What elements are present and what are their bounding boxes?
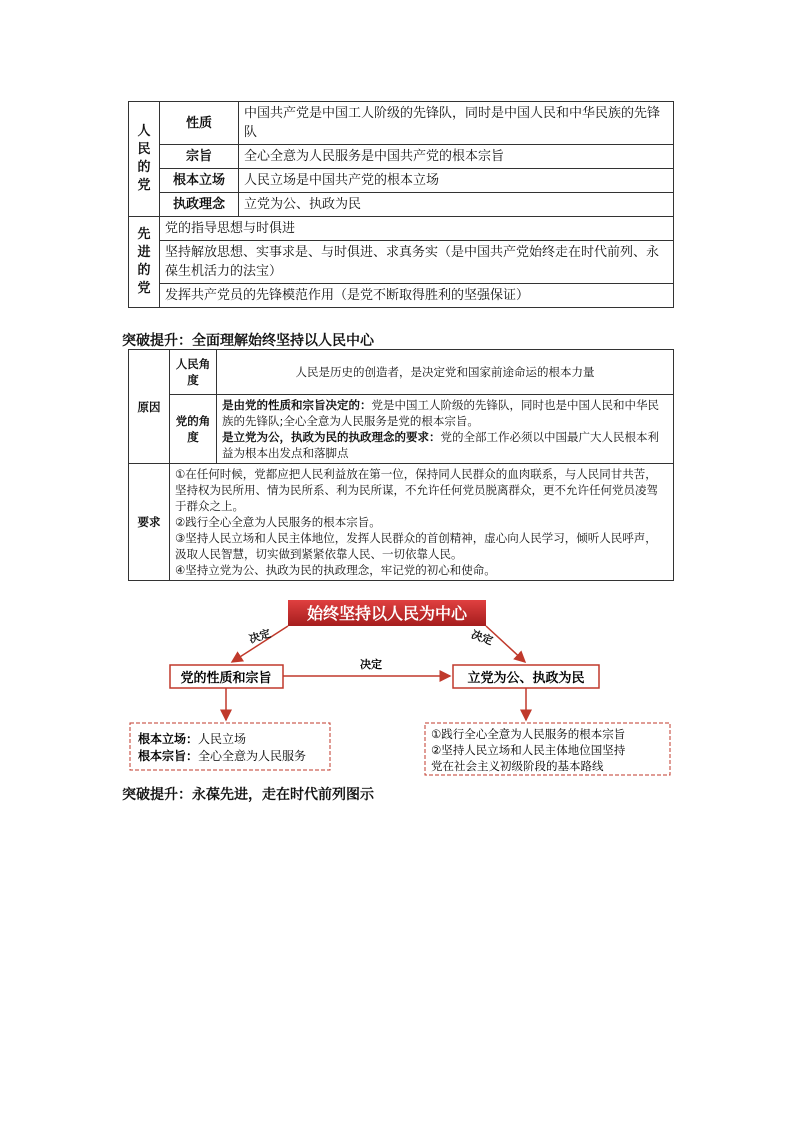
advanced-row-1: 党的指导思想与时俱进 bbox=[160, 217, 674, 241]
edge-label-right: 决定 bbox=[469, 627, 495, 648]
advanced-row-2: 坚持解放思想、实事求是、与时俱进、求真务实（是中国共产党始终走在时代前列、永葆生机活力的法宝） bbox=[160, 241, 674, 284]
requirements-text: ①在任何时候，党都应把人民利益放在第一位，保持同人民群众的血肉联系，与人民同甘共苦，坚持权为民所用、情为民所系、利为民所谋，不允许任何党员脱离群众，更不允许任何党员凌驾于群众之上。 ②践行全心全意为人民服务的根本宗旨。 ③坚持人民立场和人民主体地位，发挥人民群众的首创精神，虚心向人民学习，倾听人民呼声，汲取人民智慧，切实做到紧紧依靠人民、一切依靠人民。 ④坚持立党为公、执政为民的执政理念，牢记党的初心和使命。 bbox=[170, 464, 674, 581]
row-label-purpose: 宗旨 bbox=[160, 145, 239, 169]
row-text-stance: 人民立场是中国共产党的根本立场 bbox=[239, 169, 674, 193]
node-governance-label: 立党为公、执政为民 bbox=[467, 671, 585, 686]
row-text-nature: 中国共产党是中国工人阶级的先锋队，同时是中国人民和中华民族的先锋队 bbox=[239, 102, 674, 145]
right-detail-line1: ①践行全心全意为人民服务的根本宗旨 bbox=[431, 727, 626, 741]
group-label-people-party: 人 民 的 党 bbox=[129, 102, 160, 217]
party-angle-label: 党的角度 bbox=[170, 395, 217, 464]
party-nature-table bbox=[128, 101, 674, 308]
people-centered-diagram bbox=[120, 596, 680, 786]
people-angle-label: 人民角度 bbox=[170, 350, 217, 395]
edge-title-right bbox=[486, 626, 525, 662]
reason-label: 原因 bbox=[129, 350, 170, 464]
row-text-purpose: 全心全意为人民服务是中国共产党的根本宗旨 bbox=[239, 145, 674, 169]
edge-label-left: 决定 bbox=[247, 626, 273, 646]
section-heading-people-centered: 突破提升：全面理解始终坚持以人民中心 bbox=[122, 333, 374, 349]
right-detail-line2: ②坚持人民立场和人民主体地位国坚持 党在社会主义初级阶段的基本路线 bbox=[431, 743, 626, 773]
row-label-stance: 根本立场 bbox=[160, 169, 239, 193]
edge-label-middle: 决定 bbox=[360, 658, 382, 671]
section-heading-advanced: 突破提升：永葆先进，走在时代前列图示 bbox=[122, 787, 374, 803]
node-nature-purpose-label: 党的性质和宗旨 bbox=[180, 671, 272, 686]
row-label-governance: 执政理念 bbox=[160, 193, 239, 217]
diagram-title: 始终坚持以人民为中心 bbox=[306, 604, 468, 623]
left-detail-line1: 根本立场：人民立场 bbox=[138, 732, 247, 746]
people-angle-text: 人民是历史的创造者，是决定党和国家前途命运的根本力量 bbox=[217, 350, 674, 395]
row-label-nature: 性质 bbox=[160, 102, 239, 145]
left-detail-line2: 根本宗旨：全心全意为人民服务 bbox=[138, 749, 307, 763]
people-centered-table bbox=[128, 349, 674, 581]
requirements-label: 要求 bbox=[129, 464, 170, 581]
row-text-governance: 立党为公、执政为民 bbox=[239, 193, 674, 217]
party-angle-text: 是由党的性质和宗旨决定的：党是中国工人阶级的先锋队，同时也是中国人民和中华民族的先锋队;全心全意为人民服务是党的根本宗旨。 是立党为公，执政为民的执政理念的要求：党的全部工作必须以中国最广大人民根本利益为根本出发点和落脚点 bbox=[217, 395, 674, 464]
advanced-row-3: 发挥共产党员的先锋模范作用（是党不断取得胜利的坚强保证） bbox=[160, 284, 674, 308]
group-label-advanced-party: 先 进 的 党 bbox=[129, 217, 160, 308]
